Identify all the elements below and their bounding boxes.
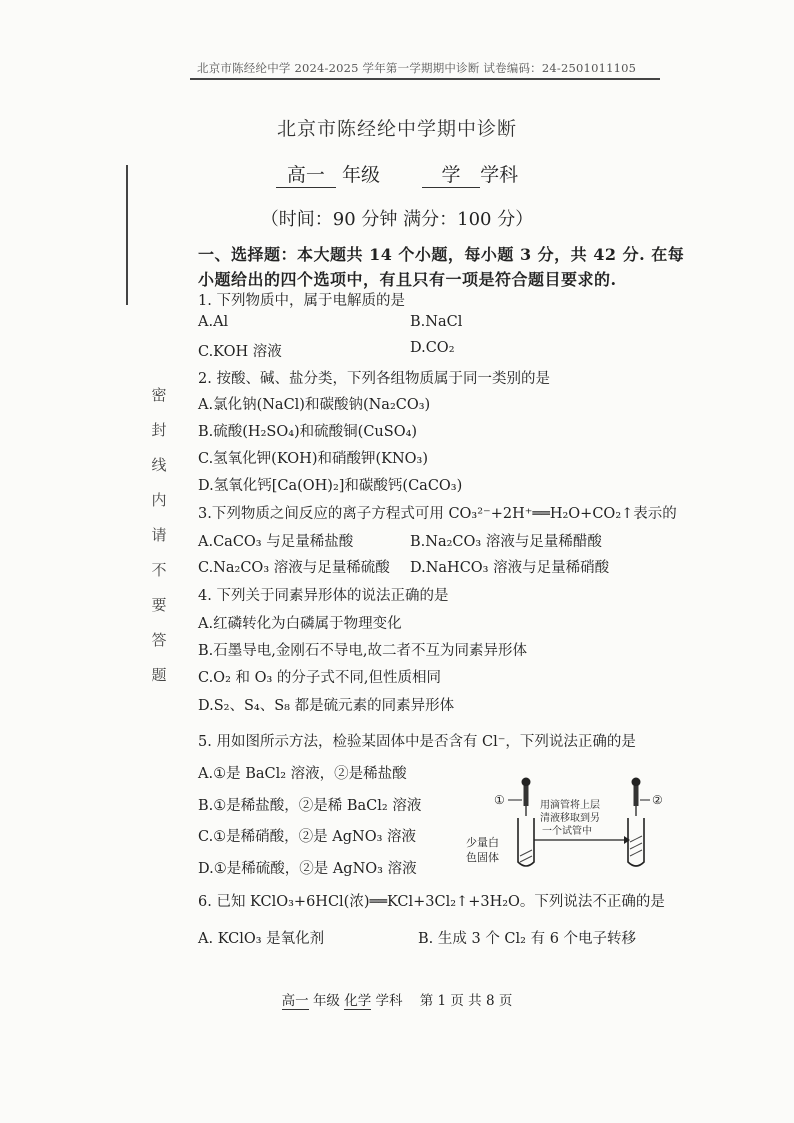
q2-stem: 2. 按酸、碱、盐分类，下列各组物质属于同一类别的是 (198, 371, 550, 387)
footer-subject-suffix: 学科 (375, 993, 403, 1009)
test-tube-1-icon (518, 818, 534, 866)
dropper-2-icon (632, 778, 641, 817)
footer-grade-suffix: 年级 (312, 993, 340, 1009)
binding-char: 题 (151, 666, 167, 684)
q1-stem: 1. 下列物质中，属于电解质的是 (198, 293, 405, 309)
dropper-2-label: ② (652, 793, 663, 807)
page-footer (0, 989, 794, 1009)
subject-suffix: 学科 (480, 164, 519, 186)
q3-option-b: B.Na₂CO₃ 溶液与足量稀醋酸 (410, 534, 602, 550)
q1-option-d: D.CO₂ (410, 340, 455, 356)
q1-option-b: B.NaCl (410, 314, 463, 330)
exam-header: 北京市陈经纶中学 2024-2025 学年第一学期期中诊断 试卷编码：24-2501011105 (197, 61, 637, 75)
header-rule (190, 78, 660, 80)
q6-option-b: B. 生成 3 个 Cl₂ 有 6 个电子转移 (418, 931, 637, 947)
binding-char: 封 (151, 421, 167, 439)
q2-option-c: C.氢氧化钾(KOH)和硝酸钾(KNO₃) (198, 451, 429, 467)
subject-value: 学 (422, 160, 480, 188)
solid-caption-1: 少量白 (466, 836, 499, 849)
binding-char: 密 (151, 386, 167, 404)
section-instructions-2: 小题给出的四个选项中，有且只有一项是符合题目要求的. (198, 270, 617, 289)
q2-option-d: D.氢氧化钙[Ca(OH)₂]和碳酸钙(CaCO₃) (198, 478, 463, 494)
transfer-arrow-icon (534, 836, 630, 844)
q5-experiment-diagram (466, 776, 678, 876)
q6-option-a: A. KClO₃ 是氧化剂 (198, 931, 325, 947)
arrow-caption-3: 一个试管中 (542, 826, 592, 837)
binding-char: 答 (151, 631, 167, 649)
q5-option-a: A.①是 BaCl₂ 溶液，②是稀盐酸 (198, 766, 407, 782)
grade-value: 高一 (276, 160, 336, 188)
q6-stem: 6. 已知 KClO₃+6HCl(浓)══KCl+3Cl₂↑+3H₂O。下列说法不正确的是 (198, 894, 665, 910)
solid-caption-2: 色固体 (466, 851, 499, 864)
footer-page-number: 第 1 页 共 8 页 (419, 993, 513, 1009)
binding-char: 线 (151, 456, 167, 474)
q4-option-b: B.石墨导电,金刚石不导电,故二者不互为同素异形体 (198, 643, 527, 659)
exam-title: 北京市陈经纶中学期中诊断 (276, 118, 517, 140)
binding-char: 内 (151, 491, 167, 509)
dropper-1-icon (522, 778, 531, 817)
q4-option-d: D.S₂、S₄、S₈ 都是硫元素的同素异形体 (198, 698, 455, 714)
q1-option-c: C.KOH 溶液 (198, 344, 282, 360)
binding-char: 不 (151, 561, 167, 579)
q4-stem: 4. 下列关于同素异形体的说法正确的是 (198, 588, 449, 604)
grade-suffix: 年级 (341, 164, 380, 186)
q5-option-b: B.①是稀盐酸，②是稀 BaCl₂ 溶液 (198, 798, 422, 814)
arrow-caption-1: 用滴管将上层 (540, 800, 600, 811)
binding-char: 请 (151, 526, 167, 544)
q3-option-a: A.CaCO₃ 与足量稀盐酸 (198, 534, 354, 550)
q3-option-d: D.NaHCO₃ 溶液与足量稀硝酸 (410, 560, 610, 576)
test-tube-2-icon (628, 818, 644, 866)
time-score-line: （时间：90 分钟 满分：100 分） (260, 209, 534, 230)
section-instructions-1: 一、选择题：本大题共 14 个小题，每小题 3 分，共 42 分. 在每 (198, 245, 685, 264)
q4-option-a: A.红磷转化为白磷属于物理变化 (198, 616, 402, 632)
q2-option-a: A.氯化钠(NaCl)和碳酸钠(Na₂CO₃) (198, 397, 431, 413)
binding-char: 要 (151, 596, 167, 614)
q3-option-c: C.Na₂CO₃ 溶液与足量稀硫酸 (198, 560, 390, 576)
arrow-caption-2: 清液移取到另 (540, 813, 600, 824)
q5-stem: 5. 用如图所示方法，检验某固体中是否含有 Cl⁻，下列说法正确的是 (198, 734, 636, 750)
binding-margin-text (148, 378, 170, 693)
q5-option-d: D.①是稀硫酸，②是 AgNO₃ 溶液 (198, 861, 417, 877)
binding-line (126, 165, 128, 305)
grade-subject-line (0, 160, 794, 188)
dropper-1-label: ① (494, 793, 505, 807)
footer-subject: 化学 (344, 993, 372, 1009)
q4-option-c: C.O₂ 和 O₃ 的分子式不同,但性质相同 (198, 670, 442, 686)
q1-option-a: A.Al (198, 314, 229, 330)
footer-grade: 高一 (281, 993, 309, 1009)
q5-option-c: C.①是稀硝酸，②是 AgNO₃ 溶液 (198, 829, 417, 845)
q2-option-b: B.硫酸(H₂SO₄)和硫酸铜(CuSO₄) (198, 424, 418, 440)
q3-stem: 3.下列物质之间反应的离子方程式可用 CO₃²⁻+2H⁺══H₂O+CO₂↑表示的 (198, 506, 677, 522)
